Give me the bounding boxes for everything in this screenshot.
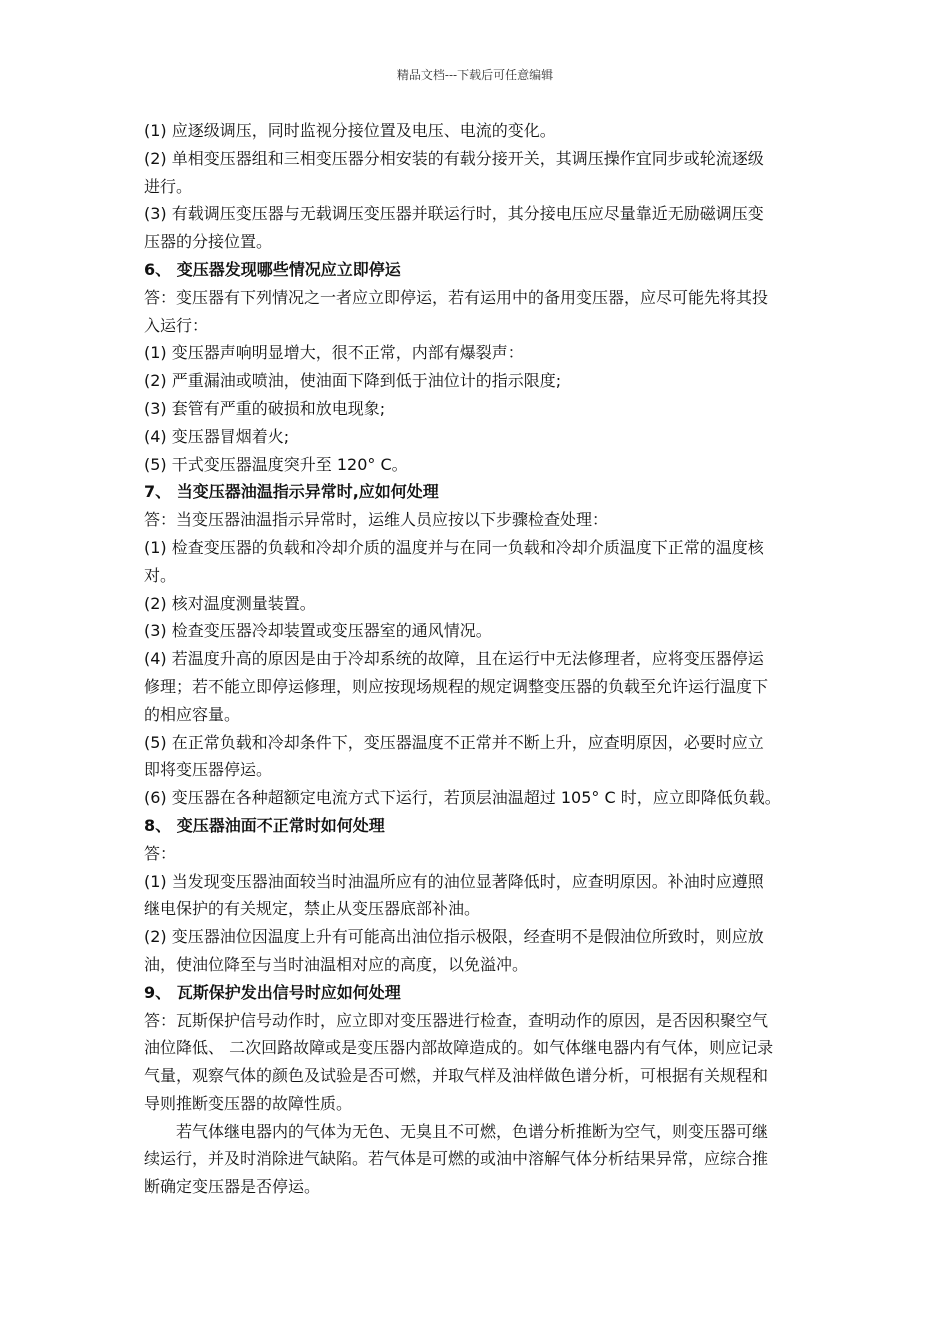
text-line: 油，使油位降至与当时油温相对应的高度，以免溢冲。	[144, 954, 529, 974]
text-line: 入运行：	[144, 315, 209, 335]
text-line: 答：当变压器油温指示异常时，运维人员应按以下步骤检查处理：	[144, 510, 609, 530]
text-line: 答：变压器有下列情况之一者应立即停运，若有运用中的备用变压器，应尽可能先将其投	[144, 287, 769, 307]
section-heading: 8、 变压器油面不正常时如何处理	[144, 815, 385, 835]
text-line: 的相应容量。	[144, 704, 241, 724]
text-line: (4) 若温度升高的原因是由于冷却系统的故障，且在运行中无法修理者，应将变压器停运	[144, 649, 764, 669]
section-heading: 7、 当变压器油温指示异常时,应如何处理	[144, 482, 439, 502]
text-line: 气量，观察气体的颜色及试验是否可燃，并取气样及油样做色谱分析，可根据有关规程和	[144, 1066, 769, 1086]
text-line: 若气体继电器内的气体为无色、无臭且不可燃，色谱分析推断为空气，则变压器可继	[176, 1121, 769, 1141]
text-line: 继电保护的有关规定，禁止从变压器底部补油。	[144, 899, 481, 919]
page-header: 精品文档---下载后可任意编辑	[396, 68, 554, 82]
text-line: (4) 变压器冒烟着火;	[144, 426, 290, 446]
text-line: (3) 套管有严重的破损和放电现象;	[144, 398, 386, 418]
text-line: (2) 严重漏油或喷油，使油面下降到低于油位计的指示限度;	[144, 371, 562, 391]
text-line: 导则推断变压器的故障性质。	[144, 1093, 353, 1113]
text-line: 续运行，并及时消除进气缺陷。若气体是可燃的或油中溶解气体分析结果异常，应综合推	[144, 1149, 769, 1169]
text-line: (1) 当发现变压器油面较当时油温所应有的油位显著降低时，应查明原因。补油时应遵照	[144, 871, 764, 891]
text-line: (1) 应逐级调压，同时监视分接位置及电压、电流的变化。	[144, 121, 556, 140]
text-line: (2) 核对温度测量装置。	[144, 593, 316, 613]
text-line: 即将变压器停运。	[144, 760, 273, 780]
text-line: 压器的分接位置。	[144, 232, 273, 252]
text-line: (5) 干式变压器温度突升至 120° C。	[144, 454, 408, 474]
text-line: (3) 有载调压变压器与无载调压变压器并联运行时，其分接电压应尽量靠近无励磁调压变	[144, 204, 764, 224]
text-line: (1) 检查变压器的负载和冷却介质的温度并与在同一负载和冷却介质温度下正常的温度核	[144, 537, 764, 557]
text-line: 修理；若不能立即停运修理，则应按现场规程的规定调整变压器的负载至允许运行温度下	[144, 676, 769, 696]
text-line: (1) 变压器声响明显增大，很不正常，内部有爆裂声：	[144, 343, 524, 363]
section-heading: 6、 变压器发现哪些情况应立即停运	[144, 259, 401, 279]
text-line: (3) 检查变压器冷却装置或变压器室的通风情况。	[144, 621, 492, 641]
text-line: (2) 单相变压器组和三相变压器分相安装的有载分接开关，其调压操作宜同步或轮流逐级	[144, 148, 764, 168]
text-line: (2) 变压器油位因温度上升有可能高出油位指示极限，经查明不是假油位所致时，则应放	[144, 927, 764, 947]
text-line: 断确定变压器是否停运。	[144, 1177, 321, 1197]
section-heading: 9、 瓦斯保护发出信号时应如何处理	[144, 982, 401, 1002]
text-line: 答：瓦斯保护信号动作时，应立即对变压器进行检查，查明动作的原因，是否因积聚空气	[144, 1010, 769, 1030]
text-line: 油位降低、 二次回路故障或是变压器内部故障造成的。如气体继电器内有气体，则应记录	[144, 1038, 774, 1058]
text-line: (5) 在正常负载和冷却条件下，变压器温度不正常并不断上升，应查明原因，必要时应立	[144, 732, 764, 752]
text-line: 对。	[144, 565, 177, 585]
text-line: (6) 变压器在各种超额定电流方式下运行，若顶层油温超过 105° C 时，应立即降低负载。	[144, 788, 781, 808]
document-body	[144, 117, 816, 1201]
text-line: 进行。	[144, 176, 193, 196]
text-line: 答：	[144, 843, 177, 863]
